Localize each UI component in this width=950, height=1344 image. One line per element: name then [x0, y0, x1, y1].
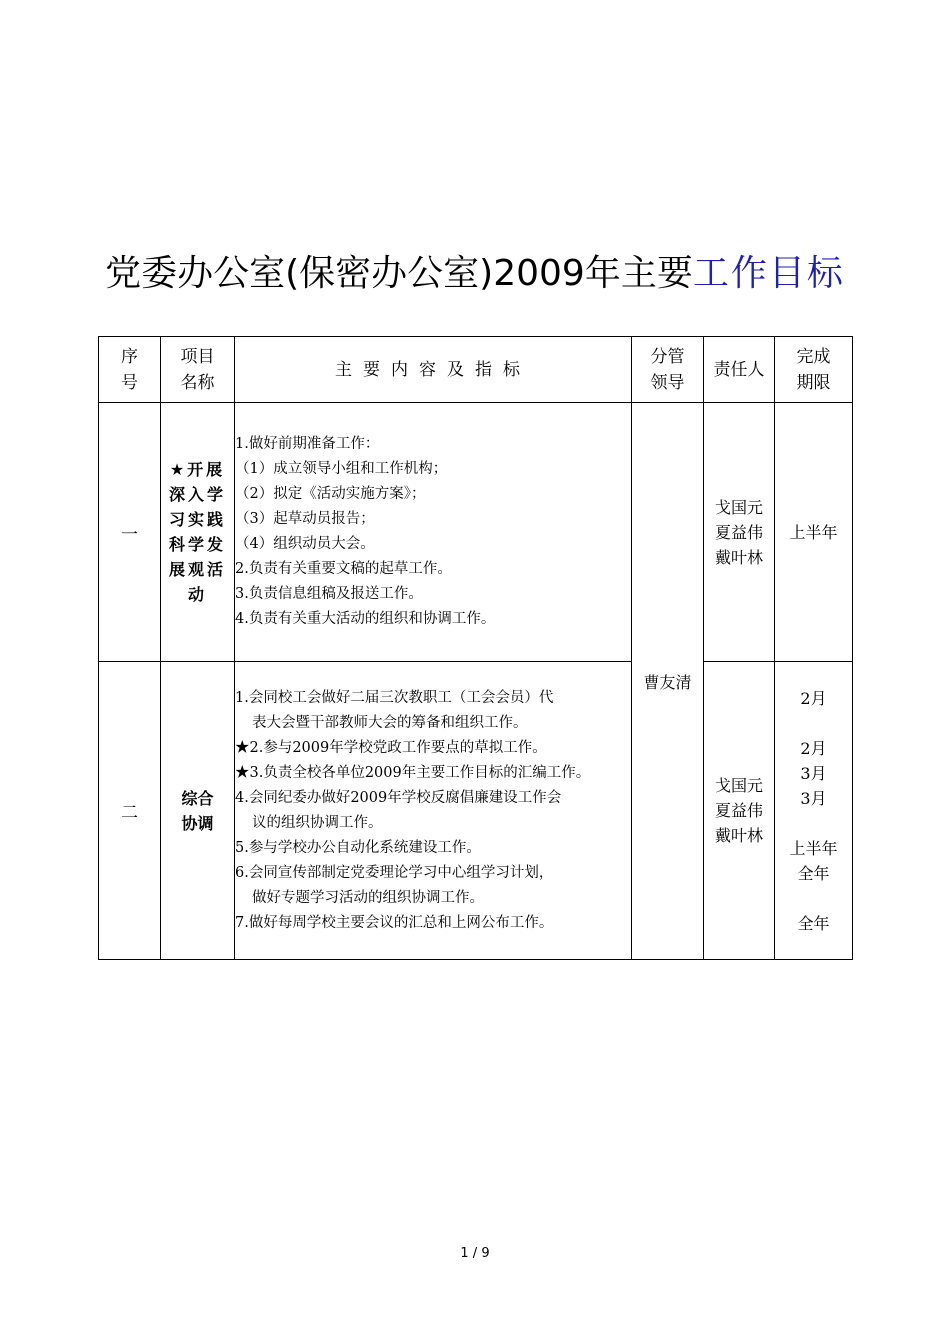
- header-project: 项目 名称: [161, 337, 235, 403]
- table-header-row: [99, 337, 853, 403]
- row-project: 综合 协调: [161, 662, 235, 960]
- row-project: ★开展 深入学 习实践 科学发 展观活 动: [161, 403, 235, 662]
- header-seq: 序 号: [99, 337, 161, 403]
- header-deadline: 完成 期限: [775, 337, 853, 403]
- page-title: [0, 250, 950, 298]
- row-seq: 二: [99, 662, 161, 960]
- table-row: [99, 662, 853, 960]
- header-leader: 分管 领导: [632, 337, 704, 403]
- row-persons: 戈国元 夏益伟 戴叶林: [704, 403, 775, 662]
- row-seq: 一: [99, 403, 161, 662]
- row-content: 1.做好前期准备工作： （1）成立领导小组和工作机构； （2）拟定《活动实施方案》； （3）起草动员报告； （4）组织动员大会。 2.负责有关重要文稿的起草工作。 3.负责信息组稿及报送工作。 4.负责有关重大活动的组织和协调工作。: [235, 403, 632, 662]
- leader-cell: 曹友清: [632, 403, 704, 960]
- title-highlight: 工作目标: [692, 253, 845, 294]
- row-deadline: 2月 2月 3月 3月 上半年 全年 全年: [775, 662, 853, 960]
- header-content: 主要内容及指标: [235, 337, 632, 403]
- table-row: [99, 403, 853, 662]
- row-persons: 戈国元 夏益伟 戴叶林: [704, 662, 775, 960]
- work-goals-table: [98, 336, 853, 960]
- header-person: 责任人: [704, 337, 775, 403]
- page-number: 1 / 9: [460, 1246, 490, 1261]
- row-deadline: 上半年: [775, 403, 853, 662]
- row-content: 1.会同校工会做好二届三次教职工（工会会员）代 表大会暨干部教师大会的筹备和组织工作。 ★2.参与2009年学校党政工作要点的草拟工作。 ★3.负责全校各单位2009年主要工作目标的汇编工作。 4.会同纪委办做好2009年学校反腐倡廉建设工作会 议的组织协调工作。 5.参与学校办公自动化系统建设工作。 6.会同宣传部制定党委理论学习中心组学习计划， 做好专题学习活动的组织协调工作。 7.做好每周学校主要会议的汇总和上网公布工作。: [235, 662, 632, 960]
- title-main: 党委办公室(保密办公室)2009年主要: [105, 253, 693, 294]
